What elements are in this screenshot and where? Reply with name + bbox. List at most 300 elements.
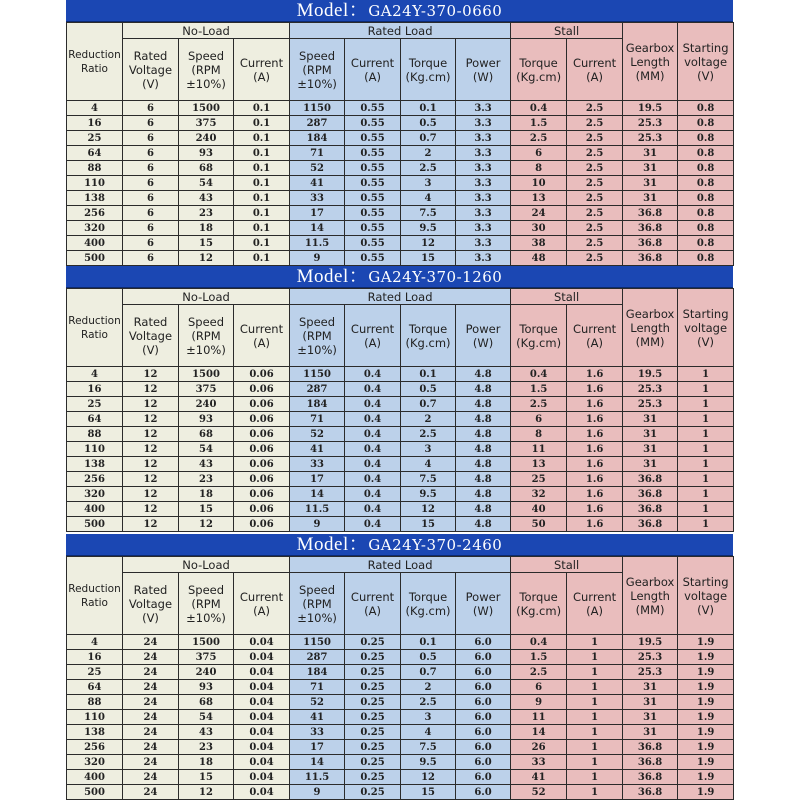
cell-gearbox-length: 31 bbox=[623, 680, 678, 695]
cell-rated-speed: 287 bbox=[290, 382, 345, 397]
header-line: Speed bbox=[299, 582, 336, 597]
cell-rated-speed: 1150 bbox=[290, 101, 345, 116]
table-row bbox=[67, 382, 734, 397]
header-line: ±10%) bbox=[297, 76, 337, 91]
header-line: (V) bbox=[142, 342, 159, 357]
header-line: Rated bbox=[133, 582, 168, 597]
cell-stall-current: 1.6 bbox=[567, 442, 623, 457]
header-group-no-load: No-Load bbox=[123, 23, 290, 39]
cell-stall-current: 1.6 bbox=[567, 457, 623, 472]
header-line: Reduction bbox=[68, 48, 121, 61]
cell-no-load-current: 0.1 bbox=[234, 146, 290, 161]
cell-rated-speed: 52 bbox=[290, 161, 345, 176]
cell-reduction-ratio: 400 bbox=[67, 236, 123, 251]
header-rated-power bbox=[456, 573, 511, 635]
cell-rated-torque: 2.5 bbox=[401, 161, 456, 176]
cell-no-load-current: 0.1 bbox=[234, 116, 290, 131]
cell-no-load-speed: 68 bbox=[179, 427, 234, 442]
header-line: (W) bbox=[472, 69, 494, 84]
header-line: Power bbox=[465, 55, 501, 70]
cell-stall-current: 1 bbox=[567, 710, 623, 725]
cell-no-load-current: 0.1 bbox=[234, 101, 290, 116]
cell-rated-torque: 15 bbox=[401, 517, 456, 532]
cell-rated-current: 0.25 bbox=[345, 710, 401, 725]
header-line: (A) bbox=[253, 335, 270, 350]
cell-no-load-current: 0.04 bbox=[234, 740, 290, 755]
cell-no-load-speed: 375 bbox=[179, 116, 234, 131]
spec-table-block bbox=[66, 0, 733, 266]
cell-rated-power: 3.3 bbox=[456, 206, 511, 221]
cell-rated-current: 0.55 bbox=[345, 146, 401, 161]
cell-rated-torque: 9.5 bbox=[401, 487, 456, 502]
cell-stall-torque: 41 bbox=[511, 770, 567, 785]
cell-reduction-ratio: 138 bbox=[67, 725, 123, 740]
table-row bbox=[67, 412, 734, 427]
cell-rated-current: 0.55 bbox=[345, 236, 401, 251]
cell-no-load-speed: 12 bbox=[179, 785, 234, 800]
table-row bbox=[67, 131, 734, 146]
header-stall-torque bbox=[511, 39, 567, 101]
cell-rated-speed: 41 bbox=[290, 710, 345, 725]
header-line: Length bbox=[630, 54, 670, 69]
cell-no-load-speed: 240 bbox=[179, 397, 234, 412]
header-rated-power bbox=[456, 39, 511, 101]
cell-starting-voltage: 1.9 bbox=[678, 710, 734, 725]
cell-rated-current: 0.4 bbox=[345, 487, 401, 502]
cell-stall-current: 1.6 bbox=[567, 382, 623, 397]
spec-table-body bbox=[67, 367, 734, 532]
cell-gearbox-length: 36.8 bbox=[623, 251, 678, 266]
cell-starting-voltage: 0.8 bbox=[678, 251, 734, 266]
cell-stall-current: 1 bbox=[567, 680, 623, 695]
cell-rated-power: 3.3 bbox=[456, 236, 511, 251]
header-no-load-speed bbox=[179, 305, 234, 367]
table-row bbox=[67, 517, 734, 532]
cell-rated-torque: 15 bbox=[401, 251, 456, 266]
cell-starting-voltage: 0.8 bbox=[678, 191, 734, 206]
cell-no-load-speed: 23 bbox=[179, 206, 234, 221]
cell-reduction-ratio: 138 bbox=[67, 457, 123, 472]
header-line: (V) bbox=[697, 602, 714, 617]
header-line: Voltage bbox=[128, 596, 173, 611]
header-line: (A) bbox=[364, 335, 381, 350]
cell-no-load-speed: 18 bbox=[179, 487, 234, 502]
cell-reduction-ratio: 25 bbox=[67, 397, 123, 412]
cell-stall-torque: 6 bbox=[511, 146, 567, 161]
cell-no-load-speed: 18 bbox=[179, 755, 234, 770]
cell-starting-voltage: 1 bbox=[678, 517, 734, 532]
cell-starting-voltage: 1.9 bbox=[678, 695, 734, 710]
cell-rated-torque: 9.5 bbox=[401, 221, 456, 236]
cell-stall-current: 1 bbox=[567, 740, 623, 755]
header-stall-current bbox=[567, 39, 623, 101]
cell-starting-voltage: 1 bbox=[678, 382, 734, 397]
spec-table-body bbox=[67, 101, 734, 266]
cell-gearbox-length: 25.3 bbox=[623, 116, 678, 131]
cell-no-load-current: 0.06 bbox=[234, 517, 290, 532]
cell-stall-torque: 1.5 bbox=[511, 382, 567, 397]
header-line: Current bbox=[350, 589, 395, 604]
cell-no-load-current: 0.1 bbox=[234, 221, 290, 236]
header-line: Gearbox bbox=[625, 40, 675, 55]
cell-gearbox-length: 31 bbox=[623, 457, 678, 472]
header-line: Speed bbox=[187, 314, 225, 329]
cell-stall-torque: 8 bbox=[511, 427, 567, 442]
cell-no-load-current: 0.04 bbox=[234, 725, 290, 740]
cell-rated-power: 6.0 bbox=[456, 710, 511, 725]
cell-no-load-current: 0.06 bbox=[234, 472, 290, 487]
cell-rated-power: 4.8 bbox=[456, 502, 511, 517]
header-line: Length bbox=[630, 588, 670, 603]
cell-rated-speed: 14 bbox=[290, 755, 345, 770]
cell-rated-speed: 17 bbox=[290, 740, 345, 755]
cell-rated-voltage: 24 bbox=[123, 695, 179, 710]
table-row bbox=[67, 755, 734, 770]
spec-table bbox=[66, 556, 734, 800]
cell-stall-current: 1 bbox=[567, 725, 623, 740]
cell-no-load-current: 0.04 bbox=[234, 665, 290, 680]
cell-rated-current: 0.55 bbox=[345, 101, 401, 116]
header-group-stall: Stall bbox=[511, 23, 623, 39]
cell-gearbox-length: 31 bbox=[623, 710, 678, 725]
cell-no-load-speed: 15 bbox=[179, 502, 234, 517]
cell-rated-speed: 1150 bbox=[290, 367, 345, 382]
table-row bbox=[67, 502, 734, 517]
header-line: Torque bbox=[519, 321, 558, 336]
table-row bbox=[67, 146, 734, 161]
cell-rated-power: 6.0 bbox=[456, 665, 511, 680]
cell-no-load-current: 0.1 bbox=[234, 251, 290, 266]
header-line: Speed bbox=[187, 582, 225, 597]
cell-rated-speed: 9 bbox=[290, 251, 345, 266]
cell-rated-power: 6.0 bbox=[456, 770, 511, 785]
cell-rated-torque: 0.7 bbox=[401, 397, 456, 412]
header-line: Ratio bbox=[81, 596, 108, 609]
cell-no-load-current: 0.06 bbox=[234, 427, 290, 442]
cell-reduction-ratio: 16 bbox=[67, 382, 123, 397]
cell-stall-torque: 33 bbox=[511, 755, 567, 770]
cell-rated-voltage: 12 bbox=[123, 397, 179, 412]
header-rated-torque bbox=[401, 573, 456, 635]
cell-reduction-ratio: 25 bbox=[67, 665, 123, 680]
cell-rated-power: 6.0 bbox=[456, 695, 511, 710]
cell-stall-current: 1.6 bbox=[567, 487, 623, 502]
cell-gearbox-length: 25.3 bbox=[623, 650, 678, 665]
cell-stall-torque: 2.5 bbox=[511, 665, 567, 680]
cell-rated-torque: 4 bbox=[401, 457, 456, 472]
cell-reduction-ratio: 64 bbox=[67, 146, 123, 161]
header-line: (RPM bbox=[302, 328, 332, 343]
header-line: Reduction bbox=[68, 314, 121, 327]
cell-rated-torque: 15 bbox=[401, 785, 456, 800]
cell-no-load-speed: 1500 bbox=[179, 101, 234, 116]
cell-rated-power: 6.0 bbox=[456, 725, 511, 740]
cell-reduction-ratio: 400 bbox=[67, 770, 123, 785]
cell-gearbox-length: 19.5 bbox=[623, 367, 678, 382]
header-line: (V) bbox=[697, 68, 714, 83]
cell-stall-torque: 0.4 bbox=[511, 367, 567, 382]
cell-stall-current: 1 bbox=[567, 755, 623, 770]
cell-rated-voltage: 12 bbox=[123, 517, 179, 532]
cell-stall-torque: 13 bbox=[511, 457, 567, 472]
cell-rated-speed: 1150 bbox=[290, 635, 345, 650]
header-line: Starting bbox=[682, 306, 729, 321]
cell-starting-voltage: 0.8 bbox=[678, 161, 734, 176]
table-row bbox=[67, 397, 734, 412]
cell-stall-current: 1.6 bbox=[567, 367, 623, 382]
cell-rated-current: 0.55 bbox=[345, 131, 401, 146]
header-rated-torque bbox=[401, 39, 456, 101]
cell-gearbox-length: 25.3 bbox=[623, 397, 678, 412]
table-row bbox=[67, 695, 734, 710]
header-line: ±10%) bbox=[186, 610, 226, 625]
cell-rated-voltage: 12 bbox=[123, 442, 179, 457]
header-line: ±10%) bbox=[186, 76, 226, 91]
header-line: Rated bbox=[133, 314, 168, 329]
cell-rated-current: 0.4 bbox=[345, 427, 401, 442]
cell-stall-current: 1 bbox=[567, 635, 623, 650]
cell-stall-torque: 0.4 bbox=[511, 101, 567, 116]
cell-no-load-current: 0.1 bbox=[234, 176, 290, 191]
spec-table-block bbox=[66, 266, 733, 532]
cell-rated-voltage: 24 bbox=[123, 740, 179, 755]
cell-stall-torque: 30 bbox=[511, 221, 567, 236]
cell-starting-voltage: 0.8 bbox=[678, 221, 734, 236]
header-starting-voltage bbox=[678, 23, 734, 101]
cell-rated-power: 6.0 bbox=[456, 680, 511, 695]
cell-rated-speed: 41 bbox=[290, 176, 345, 191]
cell-starting-voltage: 0.8 bbox=[678, 206, 734, 221]
cell-reduction-ratio: 4 bbox=[67, 367, 123, 382]
cell-reduction-ratio: 64 bbox=[67, 680, 123, 695]
cell-rated-power: 4.8 bbox=[456, 517, 511, 532]
header-line: (Kg.cm) bbox=[516, 603, 562, 618]
cell-gearbox-length: 36.8 bbox=[623, 785, 678, 800]
cell-reduction-ratio: 88 bbox=[67, 161, 123, 176]
cell-stall-torque: 9 bbox=[511, 695, 567, 710]
header-line: Power bbox=[465, 589, 501, 604]
cell-reduction-ratio: 320 bbox=[67, 487, 123, 502]
cell-rated-torque: 0.7 bbox=[401, 665, 456, 680]
cell-starting-voltage: 1.9 bbox=[678, 740, 734, 755]
cell-reduction-ratio: 138 bbox=[67, 191, 123, 206]
cell-gearbox-length: 36.8 bbox=[623, 487, 678, 502]
cell-rated-voltage: 24 bbox=[123, 665, 179, 680]
cell-reduction-ratio: 110 bbox=[67, 442, 123, 457]
cell-stall-torque: 2.5 bbox=[511, 131, 567, 146]
cell-rated-power: 4.8 bbox=[456, 412, 511, 427]
header-line: Starting bbox=[682, 574, 729, 589]
cell-rated-speed: 184 bbox=[290, 397, 345, 412]
header-group-rated-load: Rated Load bbox=[290, 557, 511, 573]
header-starting-voltage bbox=[678, 557, 734, 635]
cell-rated-voltage: 6 bbox=[123, 176, 179, 191]
cell-reduction-ratio: 320 bbox=[67, 221, 123, 236]
header-line: (A) bbox=[586, 603, 603, 618]
header-group-rated-load: Rated Load bbox=[290, 289, 511, 305]
cell-rated-power: 4.8 bbox=[456, 487, 511, 502]
header-line: Current bbox=[239, 589, 284, 604]
header-line: Current bbox=[239, 55, 284, 70]
cell-reduction-ratio: 64 bbox=[67, 412, 123, 427]
cell-stall-torque: 10 bbox=[511, 176, 567, 191]
cell-rated-voltage: 6 bbox=[123, 131, 179, 146]
header-group-stall: Stall bbox=[511, 557, 623, 573]
cell-gearbox-length: 36.8 bbox=[623, 755, 678, 770]
cell-no-load-current: 0.04 bbox=[234, 695, 290, 710]
cell-gearbox-length: 36.8 bbox=[623, 740, 678, 755]
cell-stall-torque: 50 bbox=[511, 517, 567, 532]
header-line: (Kg.cm) bbox=[516, 69, 562, 84]
cell-rated-torque: 0.7 bbox=[401, 131, 456, 146]
header-line: (RPM bbox=[302, 62, 332, 77]
cell-reduction-ratio: 16 bbox=[67, 116, 123, 131]
header-no-load-current bbox=[234, 305, 290, 367]
cell-rated-voltage: 12 bbox=[123, 502, 179, 517]
cell-gearbox-length: 36.8 bbox=[623, 206, 678, 221]
cell-rated-voltage: 6 bbox=[123, 161, 179, 176]
cell-no-load-speed: 93 bbox=[179, 412, 234, 427]
cell-rated-power: 3.3 bbox=[456, 176, 511, 191]
cell-rated-speed: 17 bbox=[290, 206, 345, 221]
cell-gearbox-length: 36.8 bbox=[623, 502, 678, 517]
cell-stall-torque: 1.5 bbox=[511, 116, 567, 131]
cell-rated-torque: 4 bbox=[401, 191, 456, 206]
cell-rated-speed: 11.5 bbox=[290, 236, 345, 251]
header-rated-voltage bbox=[123, 573, 179, 635]
cell-starting-voltage: 0.8 bbox=[678, 131, 734, 146]
cell-rated-power: 3.3 bbox=[456, 101, 511, 116]
cell-no-load-speed: 54 bbox=[179, 710, 234, 725]
header-line: Current bbox=[572, 589, 617, 604]
cell-no-load-speed: 54 bbox=[179, 176, 234, 191]
model-code: GA24Y-370-2460 bbox=[368, 536, 503, 554]
header-line: (W) bbox=[472, 603, 494, 618]
cell-gearbox-length: 19.5 bbox=[623, 101, 678, 116]
cell-no-load-current: 0.1 bbox=[234, 236, 290, 251]
cell-stall-torque: 14 bbox=[511, 725, 567, 740]
cell-no-load-speed: 93 bbox=[179, 680, 234, 695]
cell-reduction-ratio: 25 bbox=[67, 131, 123, 146]
cell-reduction-ratio: 88 bbox=[67, 695, 123, 710]
cell-stall-current: 2.5 bbox=[567, 236, 623, 251]
table-row bbox=[67, 635, 734, 650]
cell-starting-voltage: 1.9 bbox=[678, 680, 734, 695]
model-code: GA24Y-370-1260 bbox=[368, 268, 503, 286]
cell-no-load-speed: 15 bbox=[179, 770, 234, 785]
cell-rated-voltage: 24 bbox=[123, 650, 179, 665]
table-row bbox=[67, 442, 734, 457]
cell-rated-speed: 52 bbox=[290, 427, 345, 442]
header-line: (MM) bbox=[635, 68, 665, 83]
header-line: (V) bbox=[142, 610, 159, 625]
model-code: GA24Y-370-0660 bbox=[368, 2, 503, 20]
header-line: (MM) bbox=[635, 334, 665, 349]
cell-rated-speed: 33 bbox=[290, 457, 345, 472]
cell-no-load-speed: 23 bbox=[179, 472, 234, 487]
cell-reduction-ratio: 500 bbox=[67, 251, 123, 266]
cell-gearbox-length: 31 bbox=[623, 442, 678, 457]
header-line: Voltage bbox=[128, 62, 173, 77]
table-row bbox=[67, 487, 734, 502]
cell-stall-torque: 2.5 bbox=[511, 397, 567, 412]
cell-rated-torque: 0.1 bbox=[401, 635, 456, 650]
cell-rated-current: 0.25 bbox=[345, 740, 401, 755]
cell-stall-current: 1 bbox=[567, 695, 623, 710]
cell-stall-torque: 0.4 bbox=[511, 635, 567, 650]
header-line: (RPM bbox=[302, 596, 332, 611]
cell-stall-current: 2.5 bbox=[567, 221, 623, 236]
cell-stall-torque: 32 bbox=[511, 487, 567, 502]
cell-reduction-ratio: 4 bbox=[67, 101, 123, 116]
cell-rated-voltage: 6 bbox=[123, 116, 179, 131]
spec-table-block bbox=[66, 534, 733, 800]
cell-stall-current: 1.6 bbox=[567, 472, 623, 487]
cell-gearbox-length: 25.3 bbox=[623, 665, 678, 680]
header-stall-torque bbox=[511, 305, 567, 367]
cell-no-load-speed: 1500 bbox=[179, 635, 234, 650]
cell-rated-power: 4.8 bbox=[456, 382, 511, 397]
cell-rated-voltage: 24 bbox=[123, 725, 179, 740]
cell-no-load-current: 0.04 bbox=[234, 650, 290, 665]
header-line: (Kg.cm) bbox=[405, 69, 451, 84]
cell-rated-speed: 9 bbox=[290, 517, 345, 532]
cell-stall-torque: 6 bbox=[511, 412, 567, 427]
header-line: Length bbox=[630, 320, 670, 335]
cell-reduction-ratio: 256 bbox=[67, 472, 123, 487]
cell-no-load-speed: 68 bbox=[179, 161, 234, 176]
cell-rated-power: 3.3 bbox=[456, 116, 511, 131]
cell-starting-voltage: 1 bbox=[678, 457, 734, 472]
header-line: Ratio bbox=[81, 328, 108, 341]
cell-rated-voltage: 24 bbox=[123, 635, 179, 650]
cell-rated-speed: 14 bbox=[290, 487, 345, 502]
cell-rated-power: 4.8 bbox=[456, 472, 511, 487]
cell-rated-speed: 33 bbox=[290, 725, 345, 740]
header-line: ±10%) bbox=[186, 342, 226, 357]
cell-rated-current: 0.25 bbox=[345, 635, 401, 650]
header-line: (A) bbox=[253, 69, 270, 84]
header-line: Reduction bbox=[68, 582, 121, 595]
cell-rated-torque: 2.5 bbox=[401, 695, 456, 710]
header-reduction-ratio bbox=[67, 23, 123, 101]
header-no-load-speed bbox=[179, 39, 234, 101]
cell-rated-voltage: 6 bbox=[123, 191, 179, 206]
cell-rated-torque: 0.1 bbox=[401, 101, 456, 116]
header-line: Current bbox=[572, 55, 617, 70]
cell-reduction-ratio: 16 bbox=[67, 650, 123, 665]
cell-starting-voltage: 0.8 bbox=[678, 146, 734, 161]
cell-rated-current: 0.25 bbox=[345, 650, 401, 665]
cell-rated-current: 0.55 bbox=[345, 221, 401, 236]
cell-rated-current: 0.25 bbox=[345, 680, 401, 695]
cell-rated-current: 0.25 bbox=[345, 695, 401, 710]
header-stall-torque bbox=[511, 573, 567, 635]
cell-rated-current: 0.4 bbox=[345, 472, 401, 487]
cell-stall-current: 1 bbox=[567, 665, 623, 680]
cell-no-load-current: 0.1 bbox=[234, 206, 290, 221]
cell-starting-voltage: 1 bbox=[678, 397, 734, 412]
cell-rated-torque: 7.5 bbox=[401, 472, 456, 487]
cell-no-load-current: 0.04 bbox=[234, 680, 290, 695]
cell-starting-voltage: 0.8 bbox=[678, 116, 734, 131]
cell-rated-current: 0.4 bbox=[345, 367, 401, 382]
cell-stall-torque: 25 bbox=[511, 472, 567, 487]
cell-stall-current: 1.6 bbox=[567, 397, 623, 412]
cell-rated-current: 0.4 bbox=[345, 412, 401, 427]
cell-reduction-ratio: 88 bbox=[67, 427, 123, 442]
cell-rated-speed: 184 bbox=[290, 665, 345, 680]
